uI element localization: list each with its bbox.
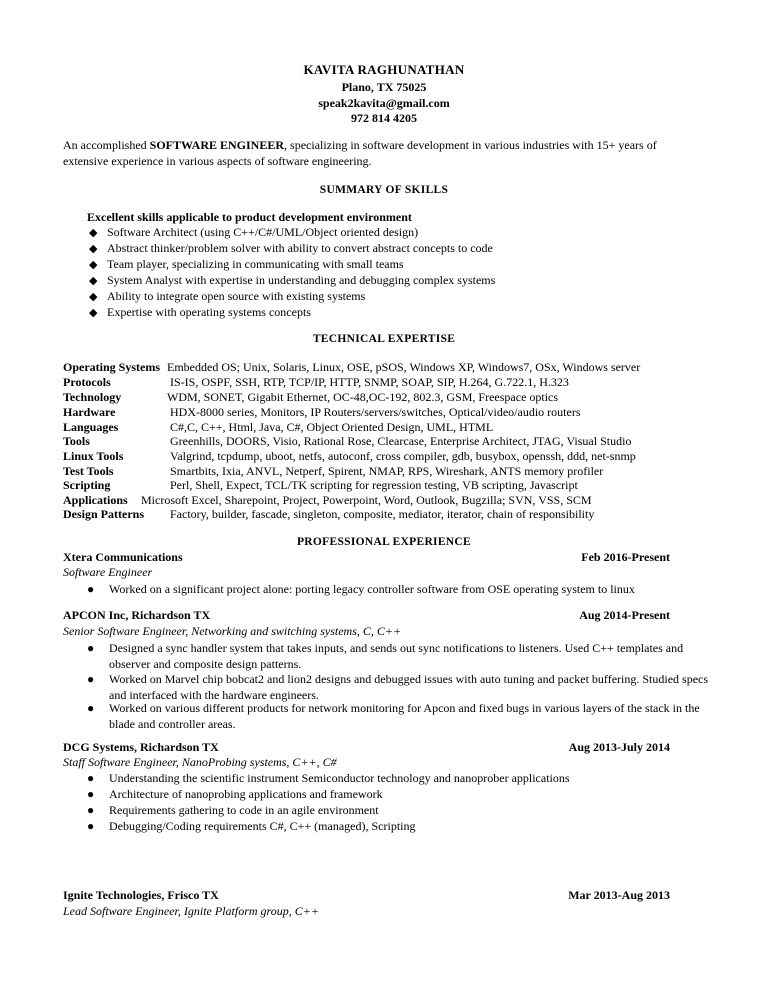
job-company: DCG Systems, Richardson TX (63, 740, 219, 754)
skills-title: SUMMARY OF SKILLS (319, 184, 449, 196)
tech-label: Linux Tools (63, 449, 124, 463)
tech-label: Protocols (63, 375, 111, 389)
skill-item: ◆ Abstract thinker/problem solver with ability to convert abstract concepts to code (89, 241, 493, 255)
tech-label: Test Tools (63, 464, 114, 478)
location: Plano, TX 75025 (341, 80, 427, 94)
skills-lead: Excellent skills applicable to product development environment (87, 210, 412, 224)
skill-item: ◆ Team player, specializing in communicating with small teams (89, 257, 404, 271)
job-role: Software Engineer (63, 565, 153, 579)
diamond-bullet-icon: ◆ (89, 243, 98, 255)
tech-value: Smartbits, Ixia, ANVL, Netperf, Spirent, NMAP, RPS, Wireshark, ANTS memory profiler (170, 464, 604, 478)
job-dates: Aug 2014-Present (579, 608, 670, 622)
tech-label: Languages (63, 420, 119, 434)
phone: 972 814 4205 (351, 111, 417, 125)
summary-highlight: SOFTWARE ENGINEER (149, 138, 285, 152)
tech-value: HDX-8000 series, Monitors, IP Routers/servers/switches, Optical/video/audio routers (170, 405, 581, 419)
summary-suffix: , specializing in software development in various industries with 15+ years of extensive experience in various aspects of software engineering. (63, 138, 657, 168)
job-role: Lead Software Engineer, Ignite Platform group, C++ (63, 904, 319, 918)
diamond-bullet-icon: ◆ (89, 307, 98, 319)
tech-value: Valgrind, tcpdump, uboot, netfs, autoconf, cross compiler, gdb, busybox, openssh, ddd, net-snmp (170, 449, 636, 463)
tech-label: Operating Systems (63, 360, 160, 374)
tech-value: C#,C, C++, Html, Java, C#, Object Oriented Design, UML, HTML (170, 420, 494, 434)
job-bullet: ● Worked on Marvel chip bobcat2 and lion2 designs and debugged issues with auto tuning and packet buffering. Studied specs and interfaced with the hardware engineers. (87, 672, 709, 702)
skill-item: ◆ System Analyst with expertise in understanding and debugging complex systems (89, 273, 496, 287)
bullet-dot-icon: ● (87, 672, 95, 686)
summary-paragraph (63, 137, 693, 169)
tech-value: Greenhills, DOORS, Visio, Rational Rose, Clearcase, Enterprise Architect, JTAG, Visual Studio (170, 434, 632, 448)
summary-prefix: An accomplished (63, 138, 150, 152)
diamond-bullet-icon: ◆ (89, 275, 98, 287)
job-company: APCON Inc, Richardson TX (63, 608, 211, 622)
skill-item: ◆ Software Architect (using C++/C#/UML/Object oriented design) (89, 225, 419, 239)
job-company: Xtera Communications (63, 550, 183, 564)
skill-item: ◆ Expertise with operating systems concepts (89, 305, 311, 319)
tech-value: WDM, SONET, Gigabit Ethernet, OC-48,OC-192, 802.3, GSM, Freespace optics (167, 390, 559, 404)
tech-label: Design Patterns (63, 507, 144, 521)
job-dates: Aug 2013-July 2014 (568, 740, 670, 754)
bullet-dot-icon: ● (87, 803, 95, 817)
skill-item: ◆ Ability to integrate open source with existing systems (89, 289, 366, 303)
job-bullet: ● Debugging/Coding requirements C#, C++ (managed), Scripting (87, 819, 416, 833)
job-dates: Feb 2016-Present (581, 550, 670, 564)
bullet-dot-icon: ● (87, 701, 95, 715)
tech-value: Microsoft Excel, Sharepoint, Project, Powerpoint, Word, Outlook, Bugzilla; SVN, VSS, SCM (141, 493, 592, 507)
tech-value: Factory, builder, fascade, singleton, composite, mediator, iterator, chain of responsibility (170, 507, 595, 521)
bullet-dot-icon: ● (87, 582, 95, 596)
job-role: Staff Software Engineer, NanoProbing systems, C++, C# (63, 755, 337, 769)
experience-title: PROFESSIONAL EXPERIENCE (296, 536, 471, 548)
bullet-dot-icon: ● (87, 641, 95, 655)
tech-label: Hardware (63, 405, 116, 419)
tech-label: Scripting (63, 478, 111, 492)
tech-label: Applications (63, 493, 128, 507)
job-bullet: ● Requirements gathering to code in an agile environment (87, 803, 379, 817)
email: speak2kavita@gmail.com (318, 96, 450, 110)
job-bullet: ● Worked on a significant project alone: porting legacy controller software from OSE operating system to linux (87, 582, 635, 596)
job-dates: Mar 2013-Aug 2013 (568, 888, 670, 902)
job-bullet: ● Designed a sync handler system that takes inputs, and sends out sync notifications to listeners. Used C++ templates and observer and composite design patterns. (87, 641, 684, 671)
diamond-bullet-icon: ◆ (89, 291, 98, 303)
diamond-bullet-icon: ◆ (89, 259, 98, 271)
bullet-dot-icon: ● (87, 787, 95, 801)
bullet-dot-icon: ● (87, 771, 95, 785)
technical-title: TECHNICAL EXPERTISE (312, 333, 456, 345)
diamond-bullet-icon: ◆ (89, 227, 98, 239)
tech-value: Perl, Shell, Expect, TCL/TK scripting for regression testing, VB scripting, Javascript (170, 478, 578, 492)
bullet-dot-icon: ● (87, 819, 95, 833)
tech-label: Technology (63, 390, 122, 404)
candidate-name: KAVITA RAGHUNATHAN (303, 62, 465, 77)
tech-value: Embedded OS; Unix, Solaris, Linux, OSE, pSOS, Windows XP, Windows7, OSx, Windows server (167, 360, 641, 374)
job-company: Ignite Technologies, Frisco TX (63, 888, 219, 902)
tech-value: IS-IS, OSPF, SSH, RTP, TCP/IP, HTTP, SNMP, SOAP, SIP, H.264, G.722.1, H.323 (170, 375, 569, 389)
job-role: Senior Software Engineer, Networking and switching systems, C, C++ (63, 624, 402, 638)
job-bullet: ● Worked on various different products for network monitoring for Apcon and fixed bugs in various layers of the stack in the blade and controller areas. (87, 701, 700, 731)
tech-label: Tools (63, 434, 90, 448)
job-bullet: ● Architecture of nanoprobing applications and framework (87, 787, 383, 801)
job-bullet: ● Understanding the scientific instrument Semiconductor technology and nanoprober applications (87, 771, 570, 785)
